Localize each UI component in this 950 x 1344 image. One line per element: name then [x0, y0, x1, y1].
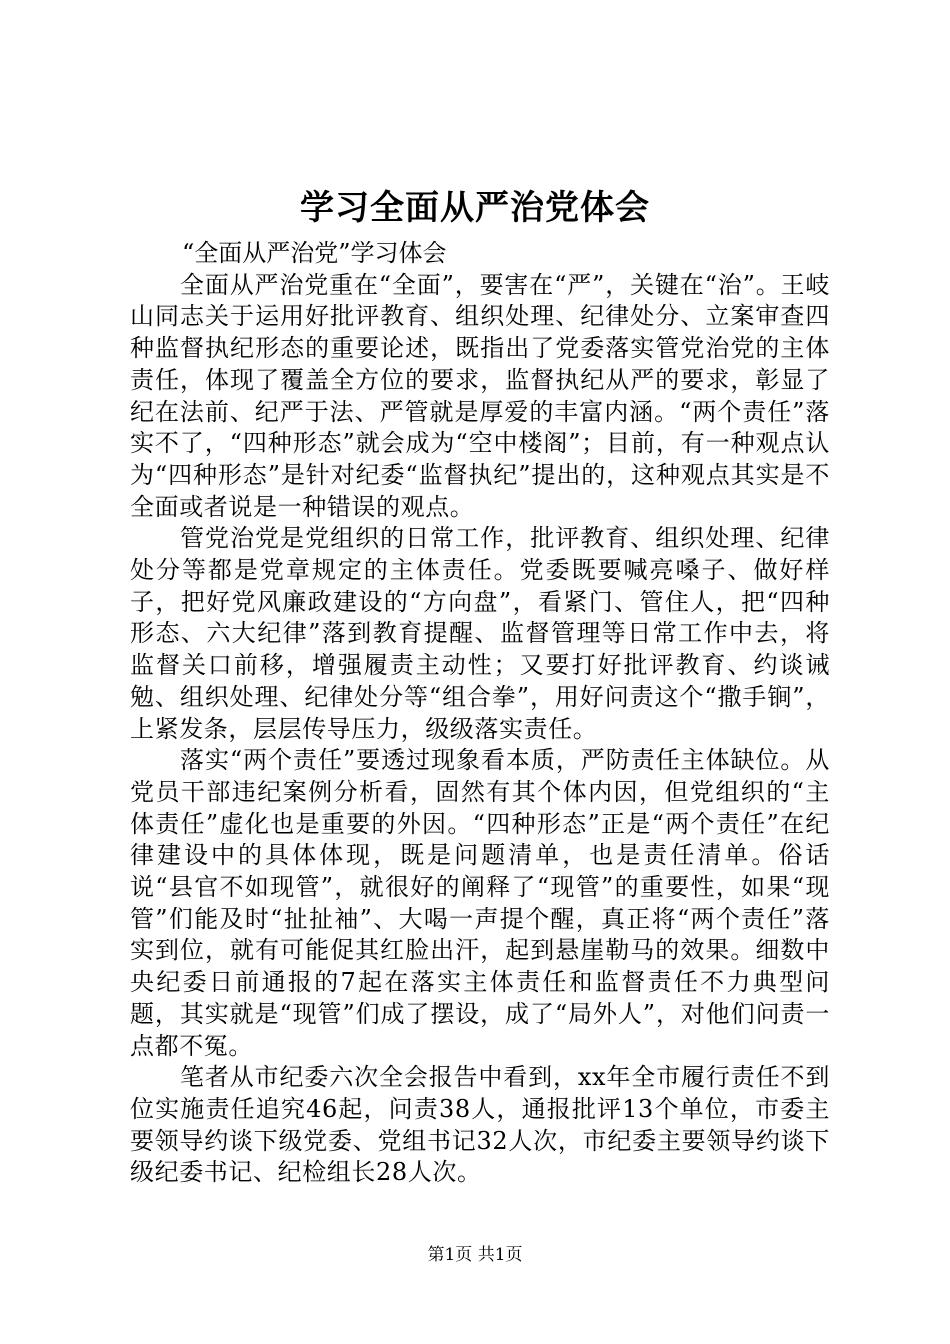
- document-title: 学习全面从严治党体会: [300, 188, 650, 228]
- paragraph-4: 笔者从市纪委六次全会报告中看到，xx年全市履行责任不到位实施责任追究46起，问责38人，通报批评13个单位，市委主要领导约谈下级党委、党组书记32人次，市纪委主要领导约谈下级纪委书记、纪检组长28人次。: [130, 1063, 830, 1187]
- paragraph-3: 落实“两个责任”要透过现象看本质，严防责任主体缺位。从党员干部违纪案例分析看，固然有其个体内因，但党组织的“主体责任”虚化也是重要的外因。“四种形态”正是“两个责任”在纪律建设中的具体体现，既是问题清单，也是责任清单。俗话说“县官不如现管”，就很好的阐释了“现管”的重要性，如果“现管”们能及时“扯扯袖”、大喝一声提个醒，真正将“两个责任”落实到位，就有可能促其红脸出汗，起到悬崖勒马的效果。细数中央纪委日前通报的7起在落实主体责任和监督责任不力典型问题，其实就是“现管”们成了摆设，成了“局外人”，对他们问责一点都不冤。: [130, 746, 830, 1060]
- paragraph-2: 管党治党是党组织的日常工作，批评教育、组织处理、纪律处分等都是党章规定的主体责任。党委既要喊亮嗓子、做好样子，把好党风廉政建设的“方向盘”，看紧门、管住人，把“四种形态、六大纪律”落到教育提醒、监督管理等日常工作中去，将监督关口前移，增强履责主动性；又要打好批评教育、约谈诫勉、组织处理、纪律处分等“组合拳”，用好问责这个“撒手锏”，上紧发条，层层传导压力，级级落实责任。: [130, 524, 830, 743]
- page-footer: 第1页 共1页: [427, 1245, 523, 1265]
- paragraph-1: 全面从严治党重在“全面”，要害在“严”，关键在“治”。王岐山同志关于运用好批评教育、组织处理、纪律处分、立案审查四种监督执纪形态的重要论述，既指出了党委落实管党治党的主体责任，体现了覆盖全方位的要求，监督执纪从严的要求，彰显了纪在法前、纪严于法、严管就是厚爱的丰富内涵。“两个责任”落实不了，“四种形态”就会成为“空中楼阁”；目前，有一种观点认为“四种形态”是针对纪委“监督执纪”提出的，这种观点其实是不全面或者说是一种错误的观点。: [130, 270, 830, 521]
- document-body: [130, 238, 830, 1189]
- document-subtitle: “全面从严治党”学习体会: [182, 239, 447, 267]
